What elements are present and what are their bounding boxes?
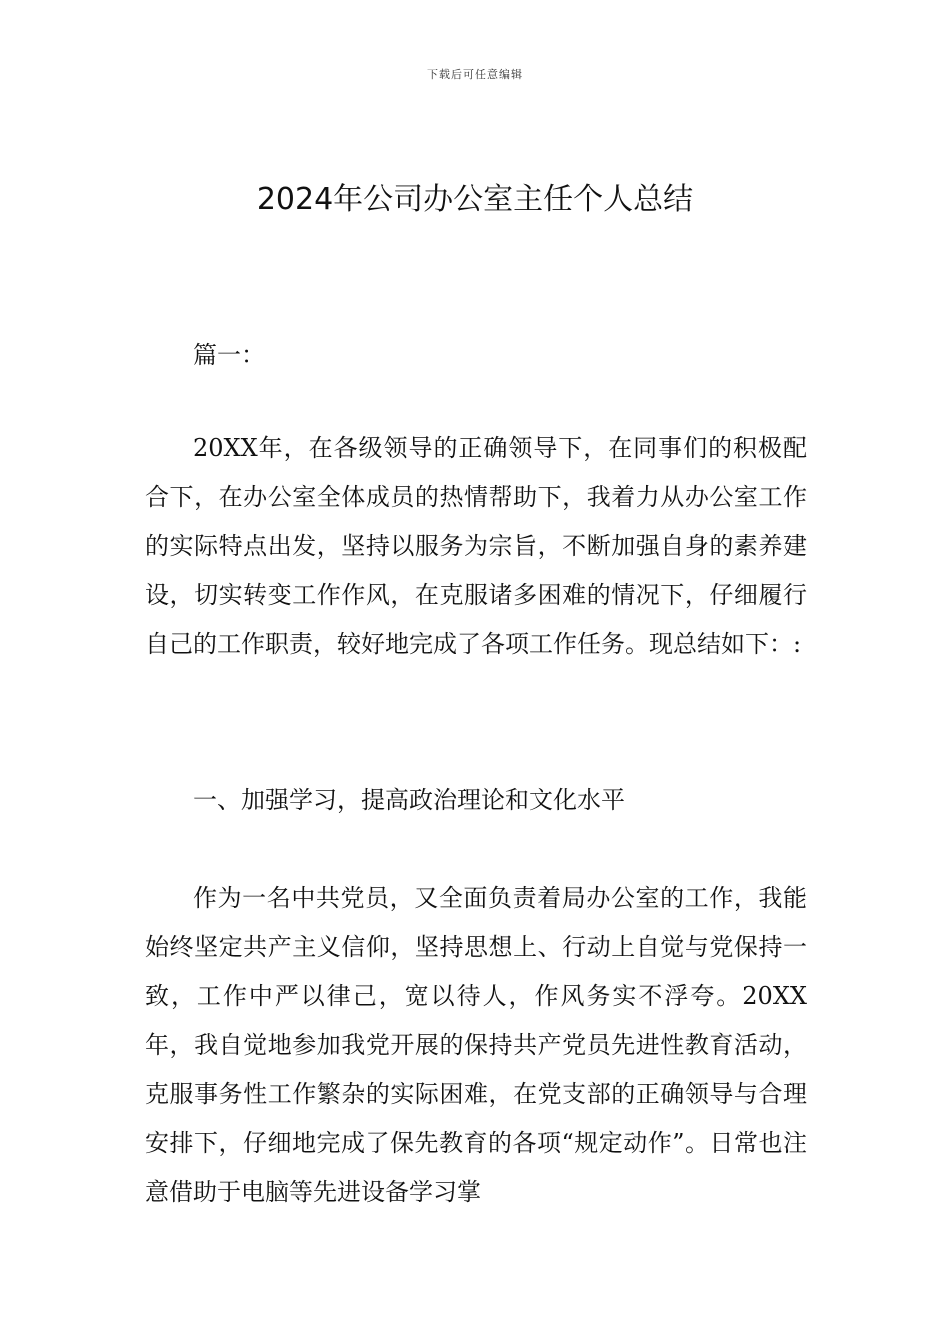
section-label: 篇一： bbox=[193, 341, 265, 369]
section-heading: 一、加强学习，提高政治理论和文化水平 bbox=[193, 786, 625, 814]
paragraph: 20XX年，在各级领导的正确领导下，在同事们的积极配合下，在办公室全体成员的热情帮助下，我着力从办公室工作的实际特点出发，坚持以服务为宗旨，不断加强自身的素养建设，切实转变工作作风，在克服诸多困难的情况下，仔细履行自己的工作职责，较好地完成了各项工作任务。现总结如下：: bbox=[145, 434, 807, 658]
header-note: 下载后可任意编辑 bbox=[427, 68, 523, 81]
paragraph: 作为一名中共党员，又全面负责着局办公室的工作，我能始终坚定共产主义信仰，坚持思想上、行动上自觉与党保持一致，工作中严以律己，宽以待人，作风务实不浮夸。20XX年，我自觉地参加我党开展的保持共产党员先进性教育活动，克服事务性工作繁杂的实际困难，在党支部的正确领导与合理安排下，仔细地完成了保先教育的各项“规定动作”。日常也注意借助于电脑等先进设备学习掌 bbox=[145, 884, 807, 1206]
document-title: 2024年公司办公室主任个人总结 bbox=[256, 182, 694, 217]
